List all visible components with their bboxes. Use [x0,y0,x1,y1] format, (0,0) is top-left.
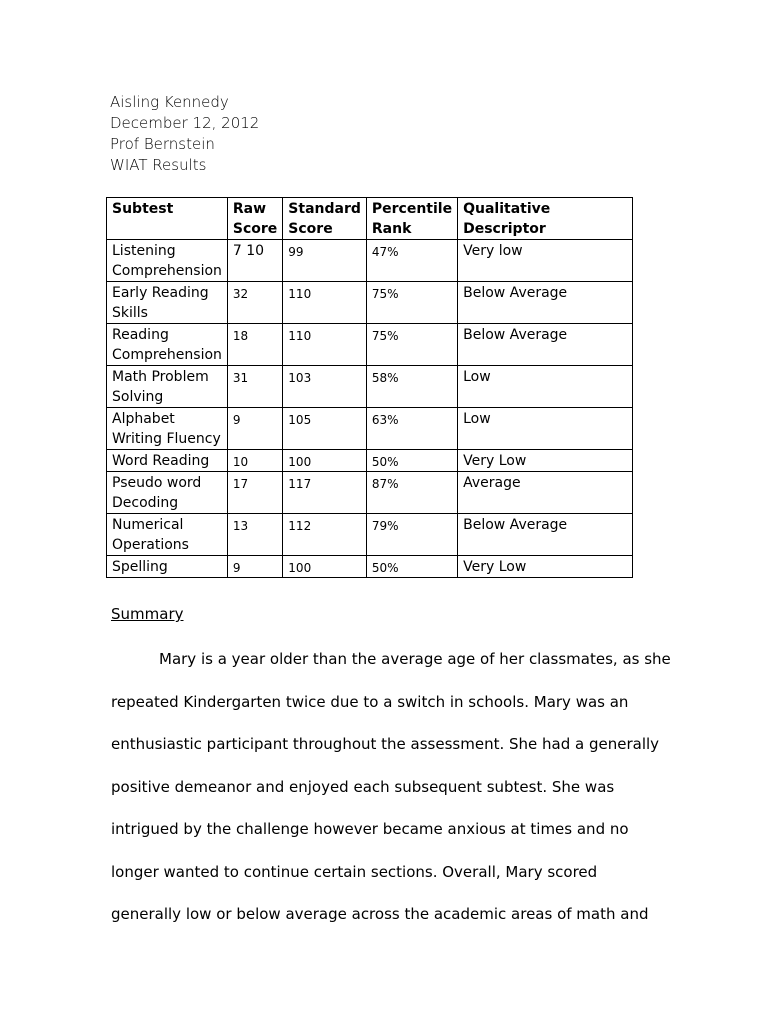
raw-score-cell: 7 10 [227,240,282,282]
raw-score-cell: 18 [227,324,282,366]
percentile-cell: 63% [366,408,457,450]
percentile-cell: 47% [366,240,457,282]
percentile-cell: 87% [366,472,457,514]
subtest-cell: Reading Comprehension [107,324,228,366]
subtest-cell: Numerical Operations [107,514,228,556]
descriptor-cell: Low [458,408,633,450]
percentile-cell: 79% [366,514,457,556]
subtest-cell: Alphabet Writing Fluency [107,408,228,450]
standard-score-cell: 103 [283,366,367,408]
subtest-cell: Early Reading Skills [107,282,228,324]
table-row [107,282,633,324]
percentile-cell: 50% [366,556,457,578]
subtest-cell: Word Reading [107,450,228,472]
report-date: December 12, 2012 [110,114,260,132]
descriptor-cell: Below Average [458,514,633,556]
raw-score-cell: 9 [227,556,282,578]
subtest-cell: Pseudo word Decoding [107,472,228,514]
raw-score-cell: 32 [227,282,282,324]
summary-heading: Summary [111,605,184,623]
standard-score-cell: 100 [283,556,367,578]
descriptor-cell: Below Average [458,324,633,366]
standard-score-cell: 112 [283,514,367,556]
descriptor-cell: Very Low [458,450,633,472]
column-header-qualitative-descriptor: Qualitative Descriptor [458,198,633,240]
table-row [107,514,633,556]
subtest-cell: Spelling [107,556,228,578]
table-row [107,408,633,450]
percentile-cell: 50% [366,450,457,472]
standard-score-cell: 99 [283,240,367,282]
report-title: WIAT Results [110,156,207,174]
column-header-subtest: Subtest [107,198,228,240]
summary-line: Mary is a year older than the average age of her classmates, as she [159,650,671,668]
raw-score-cell: 10 [227,450,282,472]
table-row [107,472,633,514]
percentile-cell: 75% [366,282,457,324]
table-header-row [107,198,633,240]
descriptor-cell: Below Average [458,282,633,324]
summary-line: repeated Kindergarten twice due to a switch in schools. Mary was an [111,692,629,711]
descriptor-cell: Very low [458,240,633,282]
standard-score-cell: 105 [283,408,367,450]
standard-score-cell: 117 [283,472,367,514]
summary-line: enthusiastic participant throughout the assessment. She had a generally [111,735,660,753]
descriptor-cell: Very Low [458,556,633,578]
summary-line: positive demeanor and enjoyed each subsequent subtest. She was [111,777,615,796]
subtest-cell: Math Problem Solving [107,366,228,408]
summary-line: longer wanted to continue certain sections. Overall, Mary scored [111,862,598,881]
table-row [107,556,633,578]
percentile-cell: 75% [366,324,457,366]
table-row [107,450,633,472]
standard-score-cell: 110 [283,324,367,366]
column-header-raw-score: Raw Score [227,198,282,240]
professor-name: Prof Bernstein [110,135,215,153]
document-header [110,92,259,176]
percentile-cell: 58% [366,366,457,408]
raw-score-cell: 17 [227,472,282,514]
raw-score-cell: 31 [227,366,282,408]
standard-score-cell: 110 [283,282,367,324]
summary-line: intrigued by the challenge however became anxious at times and no [111,820,629,838]
table-row [107,240,633,282]
table-row [107,324,633,366]
descriptor-cell: Average [458,472,633,514]
wiat-results-table [106,197,633,578]
column-header-standard-score: Standard Score [283,198,367,240]
table-row [107,366,633,408]
descriptor-cell: Low [458,366,633,408]
raw-score-cell: 13 [227,514,282,556]
column-header-percentile-rank: Percentile Rank [366,198,457,240]
summary-line: generally low or below average across the academic areas of math and [111,905,649,923]
subtest-cell: Listening Comprehension [107,240,228,282]
raw-score-cell: 9 [227,408,282,450]
summary-paragraph [111,647,671,945]
standard-score-cell: 100 [283,450,367,472]
student-name: Aisling Kennedy [110,93,229,111]
